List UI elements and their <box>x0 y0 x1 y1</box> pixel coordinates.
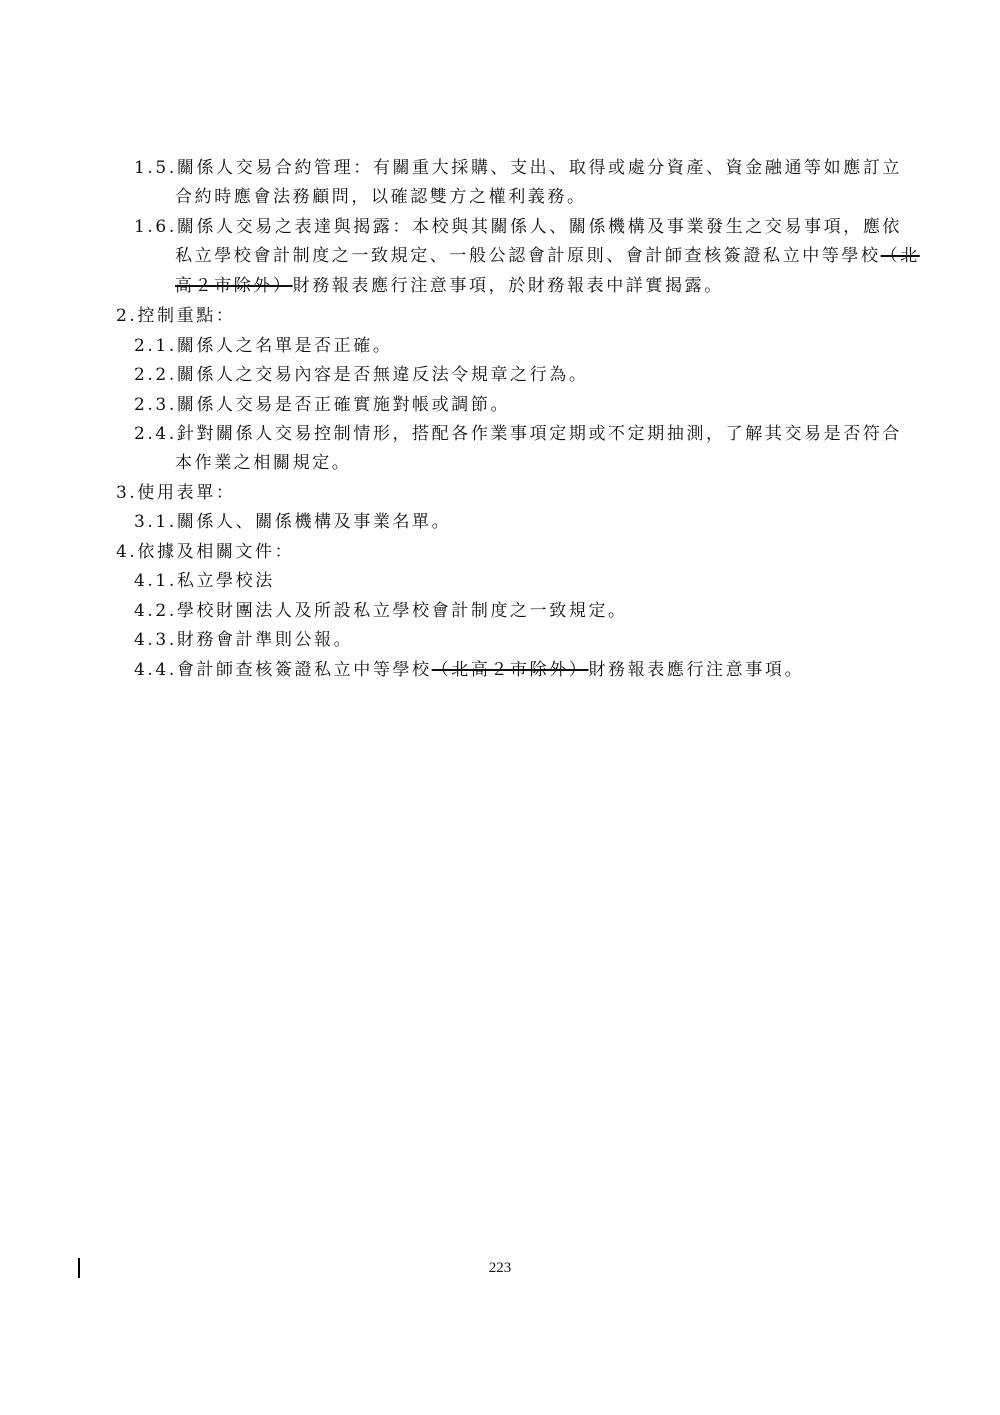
item-1-6-deleted-text-b: 高２市除外） <box>175 276 293 296</box>
item-2-4-line1: 2.4.針對關係人交易控制情形，搭配各作業事項定期或不定期抽測，了解其交易是否符合 <box>134 424 903 444</box>
item-4-4-text-before: 4.4.會計師查核簽證私立中等學校 <box>134 660 432 680</box>
item-1-6-line1: 1.6.關係人交易之表達與揭露：本校與其關係人、關係機構及事業發生之交易事項，應依 <box>134 217 903 237</box>
item-1-6-deleted-text-a: （北 <box>880 246 920 266</box>
item-4-3: 4.3.財務會計準則公報。 <box>134 630 354 650</box>
item-1-5-line1: 1.5.關係人交易合約管理：有關重大採購、支出、取得或處分資產、資金融通等如應訂立 <box>134 158 903 178</box>
item-4-1: 4.1.私立學校法 <box>134 571 275 591</box>
page-number: 223 <box>488 1260 512 1276</box>
item-4-2: 4.2.學校財團法人及所設私立學校會計制度之一致規定。 <box>134 601 628 621</box>
item-2-1: 2.1.關係人之名單是否正確。 <box>134 336 393 356</box>
item-4-4-deleted-text: （北高２市除外） <box>431 660 589 680</box>
section-2-heading: 2.控制重點： <box>116 306 236 326</box>
item-3-1: 3.1.關係人、關係機構及事業名單。 <box>134 512 452 532</box>
item-1-5-line2: 合約時應會法務顧問，以確認雙方之權利義務。 <box>175 187 587 207</box>
item-2-2: 2.2.關係人之交易內容是否無違反法令規章之行為。 <box>134 365 589 385</box>
item-1-6-line3 <box>175 275 724 297</box>
item-2-4-line2: 本作業之相關規定。 <box>175 453 352 473</box>
item-1-6-line3-text: 財務報表應行注意事項，於財務報表中詳實揭露。 <box>292 276 724 296</box>
item-4-4 <box>134 659 804 681</box>
item-4-4-text-after: 財務報表應行注意事項。 <box>588 660 805 680</box>
item-1-6-line2-text: 私立學校會計制度之一致規定、一般公認會計原則、會計師查核簽證私立中等學校 <box>175 246 881 266</box>
item-2-3: 2.3.關係人交易是否正確實施對帳或調節。 <box>134 395 511 415</box>
item-1-6-line2 <box>175 245 920 267</box>
section-4-heading: 4.依據及相關文件： <box>116 542 295 562</box>
section-3-heading: 3.使用表單： <box>116 483 236 503</box>
